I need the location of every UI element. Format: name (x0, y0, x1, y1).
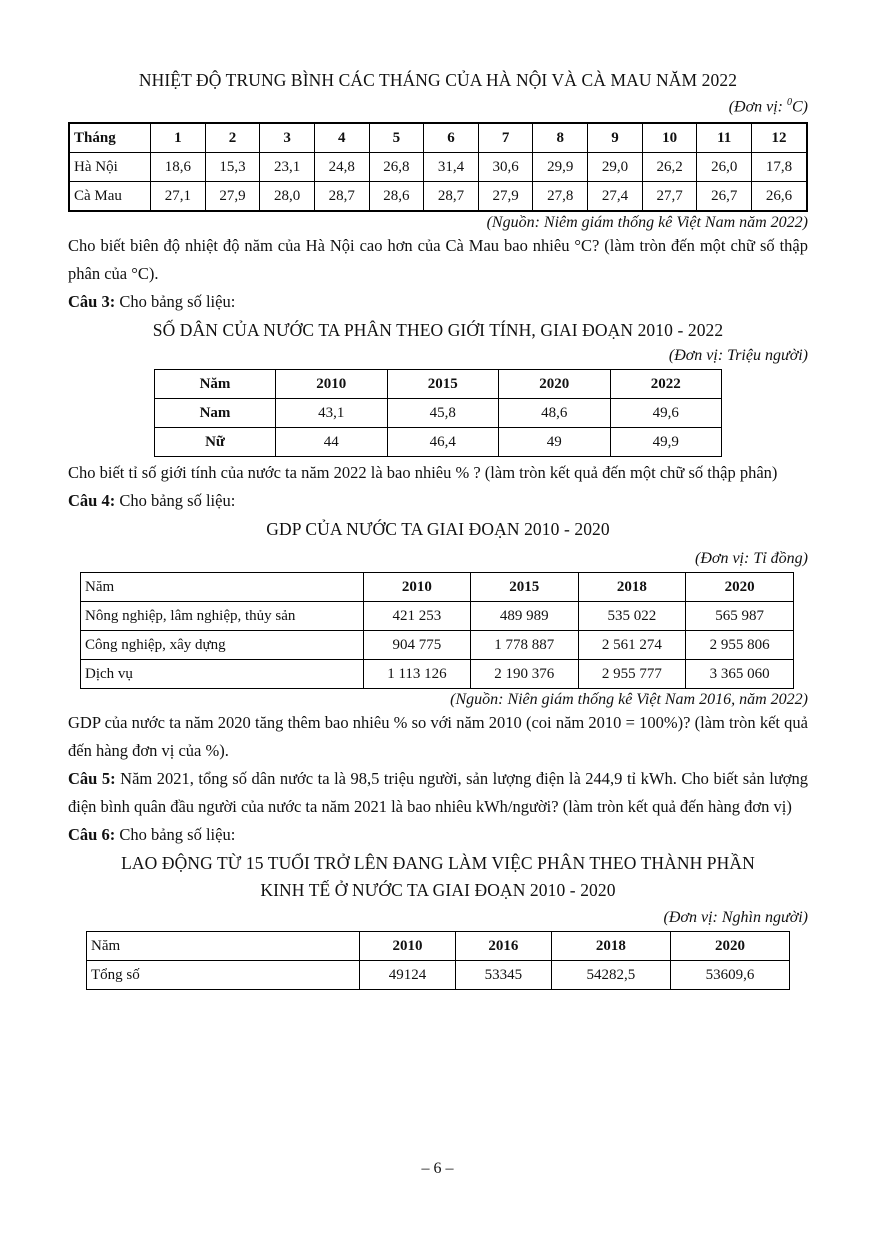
temp-table-unit: (Đơn vị: $^0$C) (728, 97, 808, 116)
q4-table (80, 572, 794, 689)
q3-table-unit: (Đơn vị: Triệu người) (668, 347, 808, 365)
table-row: Nông nghiệp, lâm nghiệp, thủy sản 421 253 489 989 535 022 565 987 (81, 602, 794, 631)
question-6-intro: Câu 6: Cho bảng số liệu: (68, 825, 236, 845)
q4-question: GDP của nước ta năm 2020 tăng thêm bao nhiêu % so với năm 2010 (coi năm 2010 = 100%)? (làm tròn kết quả đến hàng đơn vị của %). (68, 713, 808, 761)
q4-table-header: Năm 2010 2015 2018 2020 (81, 573, 794, 602)
document-page (68, 62, 808, 990)
q3-table-title: SỐ DÂN CỦA NƯỚC TA PHÂN THEO GIỚI TÍNH, GIAI ĐOẠN 2010 - 2022 (152, 320, 724, 341)
table-row: Cà Mau 27,1 27,9 28,0 28,7 28,6 28,7 27,9 27,8 27,4 27,7 26,7 26,6 (69, 182, 807, 212)
question-3-intro: Câu 3: Cho bảng số liệu: (68, 292, 236, 312)
q6-table-header: Năm 2010 2016 2018 2020 (87, 932, 790, 961)
page-number: – 6 – (421, 1160, 454, 1177)
q4-table-title: GDP CỦA NƯỚC TA GIAI ĐOẠN 2010 - 2020 (266, 519, 610, 540)
q4-table-source: (Nguồn: Niên giám thống kê Việt Nam 2016, năm 2022) (450, 691, 808, 709)
q6-table-title-line2: KINH TẾ Ở NƯỚC TA GIAI ĐOẠN 2010 - 2020 (260, 880, 616, 901)
question-6-label: Câu 6: (68, 825, 116, 845)
question-3-label: Câu 3: (68, 292, 116, 312)
temp-table (68, 122, 808, 212)
q3-table (154, 369, 722, 457)
table-row: Tổng số 49124 53345 54282,5 53609,6 (87, 961, 790, 990)
question-5-label: Câu 5: (68, 769, 116, 789)
question-4-label: Câu 4: (68, 491, 116, 511)
question-4-intro: Câu 4: Cho bảng số liệu: (68, 491, 236, 511)
table-row: Nữ 44 46,4 49 49,9 (155, 428, 722, 457)
table-row: Công nghiệp, xây dựng 904 775 1 778 887 2 561 274 2 955 806 (81, 631, 794, 660)
temp-table-source: (Nguồn: Niêm giám thống kê Việt Nam năm 2022) (486, 214, 808, 232)
table-row: Dịch vụ 1 113 126 2 190 376 2 955 777 3 365 060 (81, 660, 794, 689)
table-row: Hà Nội 18,6 15,3 23,1 24,8 26,8 31,4 30,6 29,9 29,0 26,2 26,0 17,8 (69, 153, 807, 182)
q6-table-unit: (Đơn vị: Nghìn người) (663, 909, 808, 927)
q6-table-title-line1: LAO ĐỘNG TỪ 15 TUỔI TRỞ LÊN ĐANG LÀM VIỆC PHÂN THEO THÀNH PHẦN (121, 853, 755, 874)
temp-table-title: NHIỆT ĐỘ TRUNG BÌNH CÁC THÁNG CỦA HÀ NỘI VÀ CÀ MAU NĂM 2022 (138, 70, 738, 90)
temp-question: Cho biết biên độ nhiệt độ năm của Hà Nội cao hơn của Cà Mau bao nhiêu °C? (làm tròn đến một chữ số thập phân của °C). (68, 236, 808, 284)
temp-table-header: Tháng 1 2 3 4 5 6 7 8 9 10 11 12 (69, 123, 807, 153)
q4-table-unit: (Đơn vị: Tỉ đồng) (695, 550, 808, 568)
q3-question: Cho biết tỉ số giới tính của nước ta năm 2022 là bao nhiêu % ? (làm tròn kết quả đến một chữ số thập phân) (68, 463, 778, 483)
question-5: Câu 5: Năm 2021, tổng số dân nước ta là 98,5 triệu người, sản lượng điện là 244,9 tỉ kWh. Cho biết sản lượng điện bình quân đầu người của nước ta năm 2021 là bao nhiêu kWh/người? (làm tròn kết quả đến hàng đơn vị) (68, 769, 808, 817)
q3-table-header: Năm 2010 2015 2020 2022 (155, 370, 722, 399)
q6-table (86, 931, 790, 990)
table-row: Nam 43,1 45,8 48,6 49,6 (155, 399, 722, 428)
